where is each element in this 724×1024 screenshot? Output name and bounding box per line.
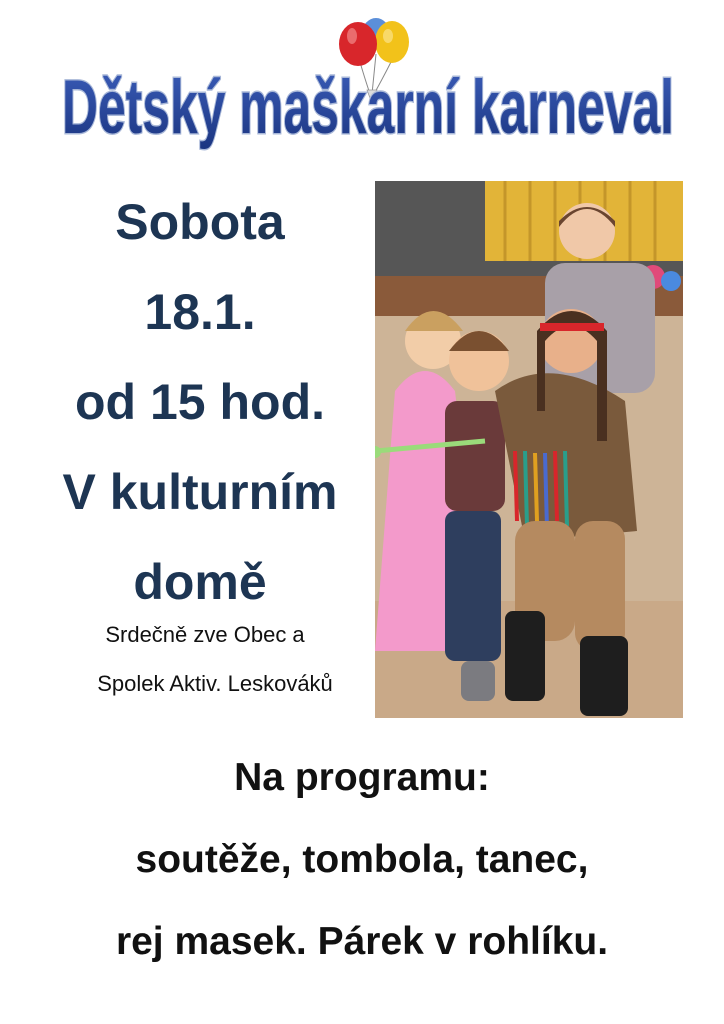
event-venue-line1: V kulturním bbox=[62, 464, 338, 520]
event-day: Sobota bbox=[115, 194, 285, 250]
event-info bbox=[30, 190, 370, 640]
program-section bbox=[40, 750, 684, 996]
event-date: 18.1. bbox=[144, 284, 256, 340]
program-line2: rej masek. Párek v rohlíku. bbox=[115, 920, 609, 963]
event-venue-line2: domě bbox=[133, 554, 267, 610]
invitation-line2: Spolek Aktiv. Leskováků bbox=[97, 671, 333, 696]
invitation-line1: Srdečně zve Obec a bbox=[105, 622, 305, 647]
carnival-photo bbox=[375, 181, 683, 718]
invitation bbox=[50, 612, 380, 704]
title-text: Dětský maškarní karneval bbox=[61, 65, 674, 151]
program-line1: soutěže, tombola, tanec, bbox=[135, 838, 589, 881]
poster-title bbox=[48, 52, 688, 172]
event-time: od 15 hod. bbox=[75, 374, 325, 430]
program-heading: Na programu: bbox=[234, 756, 490, 799]
